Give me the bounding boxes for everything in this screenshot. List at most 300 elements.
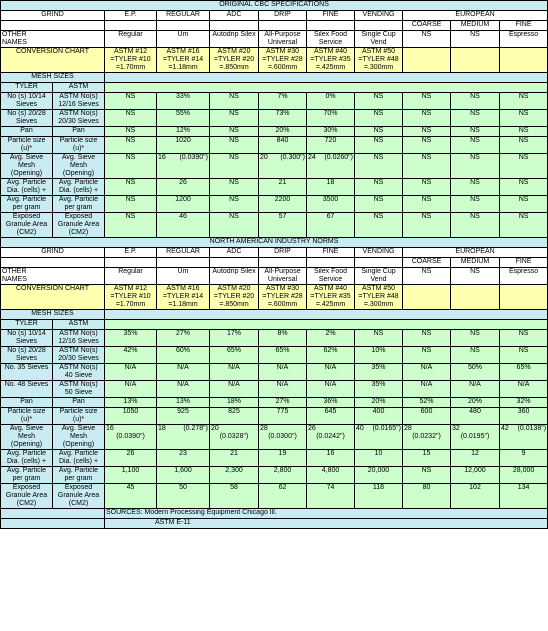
value-cell [500,179,548,196]
other-names-row [1,268,548,285]
value-cell [157,127,210,137]
european-subheader [500,21,548,31]
value-cell [451,127,500,137]
other-name-cell [403,268,451,285]
column-header-text: VENDING [362,248,395,255]
astm-cell-text: Avg. Particle [58,450,99,457]
column-header [157,248,210,258]
other-name-cell-text: All-Purpose [264,268,301,275]
value-cell-text: 12 [471,450,479,457]
value-cell [500,450,548,467]
value-cell-text: 62% [323,347,338,354]
data-row [1,154,548,179]
value-cell-text: 65% [516,364,531,371]
value-cell-text: 35% [371,381,386,388]
value-cell-text: N/A [276,364,289,371]
value-cell [157,381,210,398]
other-name-cell-text: Silex Food [313,31,348,38]
astm-cell-text: ASTM No(s) [59,381,98,388]
value-cell [451,179,500,196]
value-cell [307,330,355,347]
value-cell [259,137,307,154]
value-cell-text: NS [373,154,384,161]
value-cell [307,93,355,110]
tyler-cell-text: Avg. Particle [6,196,47,203]
other-name-cell [355,268,403,285]
tyler-astm-row [1,83,548,93]
mesh-number: 28 [260,425,268,432]
column-header-text: FINE [322,248,339,255]
value-cell [105,484,157,509]
value-cell [355,381,403,398]
value-cell-text: NS [470,330,480,337]
column-header [259,11,307,21]
value-cell [105,110,157,127]
conversion-blank [451,48,500,73]
data-row [1,137,548,154]
astm-cell [53,137,105,154]
value-cell [403,364,451,381]
column-header [307,248,355,258]
value-cell-text: NS [518,196,529,203]
value-cell [210,213,259,238]
conversion-cell-text: ASTM #16 [166,285,200,292]
other-names-label-text: NAMES [2,39,27,46]
conversion-blank [403,285,451,310]
column-header [210,11,259,21]
value-cell [210,484,259,509]
value-cell-text: 9 [521,450,526,457]
value-cell [307,137,355,154]
section-title [1,1,548,11]
value-cell-text: 58 [230,484,238,491]
value-cell-text: 73% [275,110,290,117]
blank-cell [105,21,157,31]
tyler-astm-row [1,320,548,330]
conversion-cell-text: =.300mm [363,64,394,71]
astm-cell-text: (CM2) [68,229,89,236]
other-name-cell-text: Espresso [508,268,539,275]
astm-cell-text: per gram [64,204,93,211]
blank-cell [105,258,157,268]
tyler-cell-text: Mesh [17,162,36,169]
value-cell-text: N/A [124,364,137,371]
blank-cell [307,258,355,268]
value-cell-text: 35% [371,364,386,371]
value-cell-text: NS [229,154,239,161]
value-cell-text: 2,300 [225,467,243,474]
value-cell [403,408,451,425]
value-cell [157,179,210,196]
tyler-cell-text: Pan [20,398,33,405]
section-title-row [1,1,548,11]
tyler-label-text: TYLER [15,83,38,90]
value-cell [259,467,307,484]
mesh-number: 26 [308,425,316,432]
green-blank [105,83,548,93]
column-header [307,11,355,21]
tyler-cell [1,364,53,381]
value-cell [105,93,157,110]
value-cell [210,398,259,408]
value-cell [157,93,210,110]
mesh-opening-cell [355,425,403,450]
value-cell-text: NS [373,110,384,117]
value-cell-text: 720 [324,137,337,144]
astm-cell-text: ASTM No(s) [59,347,98,354]
astm-cell [53,196,105,213]
value-cell-text: 10% [371,347,386,354]
value-cell-text: NS [229,213,239,220]
mesh-opening-cell [210,425,259,450]
value-cell [157,330,210,347]
value-cell-text: 17% [226,330,241,337]
value-cell-text: 1050 [122,408,139,415]
value-cell-text: 26 [126,450,135,457]
value-cell [259,398,307,408]
sources-cell-text: SOURCES: Modern Processing Equipment Chicago Ill. [106,509,277,516]
value-cell-text: NS [518,127,529,134]
grind-blank [1,21,105,31]
tyler-cell [1,381,53,398]
mesh-opening: (0.278") [183,425,208,432]
data-row [1,347,548,364]
value-cell [157,137,210,154]
value-cell [500,408,548,425]
value-cell-text: NS [518,330,529,337]
value-cell [451,196,500,213]
data-row [1,484,548,509]
value-cell [259,347,307,364]
value-cell-text: 32% [516,398,531,405]
value-cell-text: 2,800 [273,467,292,474]
conversion-row [1,48,548,73]
tyler-cell-text: No (s) 10/14 [7,93,46,100]
value-cell [403,196,451,213]
value-cell-text: 27% [175,330,190,337]
value-cell-text: 23 [179,450,187,457]
tyler-cell [1,137,53,154]
data-row [1,398,548,408]
value-cell-text: 62 [278,484,287,491]
value-cell-text: NS [421,110,432,117]
column-header-text: E.P. [124,11,137,18]
value-cell [307,450,355,467]
green-blank [105,320,548,330]
mesh-opening: (0.300") [280,154,305,161]
other-name-cell-text: Service [318,276,343,283]
value-cell-text: N/A [177,364,189,371]
value-cell [259,196,307,213]
value-cell-text: 3500 [322,196,339,203]
grind-header-text: GRIND [41,248,64,255]
value-cell-text: 645 [324,408,337,415]
value-cell [307,213,355,238]
astm-cell-text: ASTM No(s) [59,93,98,100]
value-cell [355,408,403,425]
tyler-cell [1,127,53,137]
value-cell-text: 118 [372,484,385,491]
other-name-cell-text: NS [421,31,432,38]
other-name-cell-text: All-Purpose [264,31,301,38]
value-cell-text: NS [421,213,432,220]
value-cell-text: NS [518,93,529,100]
other-name-cell-text: Universal [267,39,298,46]
value-cell [403,137,451,154]
value-cell [500,398,548,408]
european-subheader [403,258,451,268]
value-cell-text: NS [229,179,239,186]
column-header [210,248,259,258]
value-cell-text: NS [518,154,529,161]
tyler-cell-text: Mesh [17,433,36,440]
grind-blank [1,258,105,268]
value-cell-text: NS [470,154,480,161]
value-cell [500,364,548,381]
blank-cell [210,21,259,31]
conversion-cell [157,285,210,310]
value-cell-text: NS [421,330,432,337]
european-header-text: EUROPEAN [455,248,495,255]
blank-cell [157,258,210,268]
data-row [1,110,548,127]
value-cell [259,93,307,110]
value-cell [307,179,355,196]
value-cell [355,137,403,154]
european-header [403,11,548,21]
astm-cell [53,347,105,364]
value-cell-text: NS [470,93,480,100]
value-cell-text: NS [125,213,136,220]
value-cell [210,408,259,425]
value-cell [157,213,210,238]
sources-row [1,509,548,519]
tyler-cell-text: No. 35 Sieves [4,364,49,371]
value-cell-text: 4,800 [321,467,340,474]
conversion-cell-text: ASTM #20 [217,285,251,292]
mesh-opening-cell [451,425,500,450]
conversion-blank [500,48,548,73]
value-cell-text: 42% [123,347,138,354]
value-cell-text: NS [470,110,480,117]
astm-cell-text: (Opening) [62,441,95,448]
european-header [403,248,548,258]
astm-cell-text: 40 Sieve [64,372,93,379]
mesh-opening: (0.0328") [219,433,249,440]
astm-cell-text: ASTM No(s) [59,364,98,371]
tyler-cell [1,330,53,347]
value-cell [451,467,500,484]
value-cell [451,110,500,127]
conversion-cell-text: =TYLER #28 [262,293,303,300]
value-cell-text: NS [470,127,480,134]
value-cell-text: NS [470,213,480,220]
value-cell [105,467,157,484]
other-name-cell [259,31,307,48]
astm-cell-text: (CM2) [68,500,89,507]
astm-cell [53,484,105,509]
value-cell [403,347,451,364]
value-cell [307,381,355,398]
data-row [1,93,548,110]
mesh-opening-cell [157,425,210,450]
value-cell-text: 80 [422,484,431,491]
other-names-label [1,268,105,285]
other-name-cell [451,31,500,48]
data-row [1,213,548,238]
value-cell-text: NS [373,137,384,144]
value-cell [259,450,307,467]
value-cell [451,347,500,364]
value-cell-text: 30% [323,127,338,134]
mesh-opening: (0.0260") [324,154,353,161]
conversion-cell [105,285,157,310]
value-cell-text: 2200 [274,196,291,203]
conversion-cell [259,48,307,73]
tyler-cell-text: (u)* [20,416,33,423]
tyler-cell-text: No (s) 10/14 [7,330,46,337]
value-cell [500,213,548,238]
value-cell [500,381,548,398]
mesh-number: 16 [106,425,114,432]
tyler-cell-text: Avg. Sieve [9,154,44,161]
value-cell-text: NS [373,127,384,134]
mesh-opening: (0.0300") [268,433,297,440]
column-header-text: FINE [322,11,339,18]
section-title [1,238,548,248]
conversion-cell [210,48,259,73]
astm-label-text: ASTM [68,83,89,90]
conversion-cell-text: ASTM #50 [361,285,396,292]
value-cell-text: 27% [275,398,290,405]
astm-cell [53,425,105,450]
astm-cell-text: 20/30 Sieves [58,355,99,362]
value-cell [403,127,451,137]
astm-cell [53,364,105,381]
column-header-text: DRIP [274,248,291,255]
conversion-cell [307,285,355,310]
other-name-cell [157,268,210,285]
value-cell [307,196,355,213]
other-name-cell [210,31,259,48]
mesh-opening-cell [307,425,355,450]
value-cell-text: 12,000 [464,467,486,474]
value-cell [500,467,548,484]
value-cell [451,450,500,467]
conversion-cell-text: =1.70mm [115,64,146,71]
tyler-cell-text: Pan [20,127,33,134]
value-cell-text: 13% [123,398,138,405]
value-cell-text: 775 [276,408,289,415]
mesh-number: 20 [211,425,219,432]
value-cell [157,110,210,127]
value-cell-text: 7% [277,93,288,100]
section-title-text: ORIGINAL CBC SPECIFICATIONS [219,1,329,8]
value-cell-text: 50% [467,364,482,371]
value-cell [307,364,355,381]
astm-cell-text: Granule Area [57,492,100,499]
value-cell-text: 16 [326,450,335,457]
astm-cell [53,398,105,408]
data-row [1,408,548,425]
conversion-cell [105,48,157,73]
tyler-cell-text: (CM2) [16,500,37,507]
mesh-sizes-blank [105,310,548,320]
conversion-cell-text: =TYLER #20 [213,56,255,63]
conversion-cell-text: =TYLER #48 [358,56,399,63]
value-cell-text: 13% [175,398,190,405]
value-cell [210,381,259,398]
astm-cell [53,408,105,425]
conversion-cell-text: ASTM #40 [313,48,348,55]
conversion-cell-text: =1.70mm [115,301,146,308]
value-cell-text: 12% [175,127,190,134]
mesh-sizes-row [1,310,548,320]
grind-header-text: GRIND [41,11,64,18]
mesh-number: 28 [404,425,412,432]
value-cell-text: 825 [228,408,240,415]
other-name-cell-text: Universal [267,276,298,283]
value-cell-text: 480 [469,408,481,415]
value-cell-text: 20% [275,127,290,134]
conversion-cell-text: =1.18mm [168,64,198,71]
value-cell [105,179,157,196]
other-name-cell [355,31,403,48]
astm-cell-text: Avg. Particle [58,179,99,186]
value-cell [355,330,403,347]
value-cell [307,484,355,509]
value-cell [355,347,403,364]
column-header-text: ADC [226,248,242,255]
value-cell-text: NS [421,127,432,134]
other-name-cell-text: Regular [118,268,143,275]
value-cell-text: NS [470,196,480,203]
section-title-text: NORTH AMERICAN INDUSTRY NORMS [209,238,339,245]
value-cell [105,364,157,381]
value-cell [307,467,355,484]
value-cell-text: 18 [326,179,335,186]
value-cell [451,364,500,381]
value-cell [210,179,259,196]
tyler-cell-text: per gram [12,204,41,211]
data-row [1,127,548,137]
conversion-cell-text: =.850mm [219,301,249,308]
mesh-opening-cell [259,425,307,450]
conversion-cell [157,48,210,73]
mesh-opening: (0.0232") [412,433,441,440]
value-cell [307,398,355,408]
conversion-cell-text: ASTM #12 [113,285,148,292]
mesh-opening: (0.0390") [179,154,208,161]
value-cell [105,450,157,467]
value-cell [259,127,307,137]
tyler-cell-text: No (s) 20/28 [7,347,46,354]
value-cell [210,127,259,137]
conversion-cell [210,285,259,310]
value-cell [157,467,210,484]
other-name-cell [307,268,355,285]
other-name-cell-text: NS [470,31,480,38]
value-cell-text: 360 [517,408,530,415]
value-cell-text: NS [421,179,432,186]
blank-cell [259,21,307,31]
european-subheader-text: FINE [515,21,532,28]
other-name-cell-text: NS [421,268,432,275]
value-cell-text: NS [470,347,480,354]
value-cell-text: 925 [177,408,189,415]
other-names-label-text: OTHER [2,268,27,275]
tyler-cell-text: per gram [12,475,41,482]
